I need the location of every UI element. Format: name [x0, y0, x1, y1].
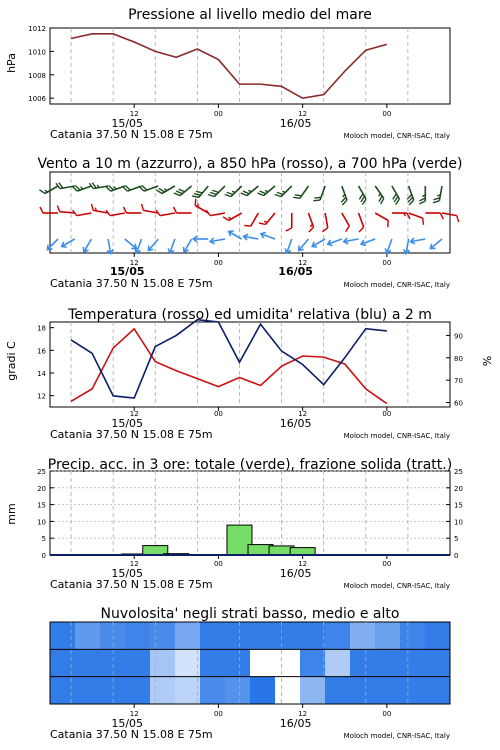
cloud-cell [400, 622, 425, 650]
humidity-line [71, 320, 387, 398]
barb-shaft [442, 213, 457, 216]
barb-shaft [60, 212, 75, 213]
wind-barb [192, 182, 208, 200]
barb-feather [244, 223, 251, 229]
wind-barb [72, 180, 91, 192]
cloud-cell [200, 622, 225, 650]
cloud-cell [375, 649, 400, 677]
barb-feather [419, 201, 425, 204]
pressure-ylabel: hPa [5, 53, 18, 73]
cloud-cell [250, 649, 275, 677]
cloud-cell [250, 677, 275, 705]
pressure-line [71, 34, 387, 98]
barb-shaft [342, 213, 350, 226]
y-tick-label: 16 [37, 347, 46, 356]
date-label: 16/05 [279, 117, 312, 130]
pressure-title: Pressione al livello medio del mare [128, 7, 372, 23]
y-tick-label: 25 [37, 468, 46, 476]
x-tick-label: 12 [129, 110, 139, 118]
wind-barb [343, 236, 359, 245]
barb-shaft [110, 213, 125, 216]
barb-feather [419, 198, 425, 201]
wind-barb [227, 229, 243, 242]
barb-shaft [409, 213, 423, 218]
y-tick-label: 80 [454, 354, 463, 363]
cloud-cell [425, 677, 450, 705]
wind-barb [81, 238, 94, 254]
barb-feather [456, 216, 460, 222]
date-label: 15/05 [111, 417, 144, 430]
precip-ylabel: mm [5, 503, 18, 525]
cloud-cell [125, 649, 150, 677]
wind-barb [293, 183, 308, 201]
cloud-cell [200, 649, 225, 677]
wind-barb [296, 237, 310, 252]
barb-feather [358, 227, 365, 232]
wind-barb [241, 181, 259, 197]
wind-barb [360, 236, 376, 247]
x-tick-label: 00 [382, 110, 392, 118]
cloud-cell [75, 649, 100, 677]
cloud-cell [275, 622, 300, 650]
x-tick-label: 00 [213, 410, 223, 418]
wind-barb [156, 181, 175, 195]
wind-barb [337, 213, 351, 232]
y-tick-label: 1012 [28, 25, 46, 33]
barb-shaft [149, 239, 159, 250]
wind-barb [193, 236, 208, 242]
barb-feather [433, 200, 439, 204]
wind-barb [353, 213, 365, 232]
wind-barb [410, 236, 426, 245]
barb-feather [313, 198, 320, 203]
cloud-cell [125, 677, 150, 705]
wind-barb [156, 207, 175, 216]
y-tick-label: 1006 [28, 95, 46, 104]
wind-barb [433, 185, 442, 204]
cloud-cell [150, 677, 175, 705]
precip-bar [290, 548, 315, 555]
cloud-cell [50, 622, 75, 650]
barb-shaft [47, 239, 58, 250]
barb-shaft [359, 213, 364, 227]
date-label: 16/05 [279, 717, 312, 730]
x-tick-label: 00 [213, 560, 223, 568]
date-label: 16/05 [279, 567, 312, 580]
wind-barb [106, 207, 125, 216]
wind-barb [370, 186, 385, 204]
x-tick-label: 12 [129, 710, 139, 718]
cloud-cell [150, 622, 175, 650]
y-tick-label: 10 [454, 518, 463, 527]
cloud-cell [100, 649, 125, 677]
wind-barb [284, 238, 295, 254]
wind-barb [372, 213, 391, 227]
barb-feather [344, 226, 351, 232]
barb-feather [123, 207, 126, 213]
cloud-cell [300, 622, 325, 650]
plot-frame [50, 172, 450, 253]
barb-feather [140, 204, 144, 210]
location-label: Catania 37.50 N 15.08 E 75m [50, 578, 213, 591]
cloud-cell [275, 649, 300, 677]
cloud-cell [225, 677, 250, 705]
cloud-cell [300, 649, 325, 677]
wind-barb [243, 233, 259, 242]
model-credit: Moloch model, CNR-ISAC, Italy [343, 132, 450, 140]
x-tick-label: 12 [298, 110, 308, 118]
wind-barb [303, 213, 315, 232]
cloud-cell [75, 622, 100, 650]
y-tick-label: 20 [454, 484, 463, 493]
wind-barb [336, 186, 348, 205]
wind-barb [210, 236, 226, 245]
barb-feather [223, 215, 229, 222]
wind-barb [146, 237, 160, 252]
rh-ylabel: % [481, 355, 494, 367]
wind-barb [105, 238, 114, 254]
wind-barb [123, 180, 142, 192]
wind-title: Vento a 10 m (azzurro), a 850 hPa (rosso), a 700 hPa (verde) [37, 156, 463, 172]
y-tick-label: 18 [37, 324, 46, 333]
cloud-title: Nuvolosita' negli strati basso, medio e alto [100, 606, 400, 622]
model-credit: Moloch model, CNR-ISAC, Italy [343, 432, 450, 440]
x-tick-label: 12 [298, 259, 308, 267]
wind-barb [206, 207, 225, 216]
plot-frame [50, 322, 450, 407]
barb-feather [39, 188, 45, 195]
wind-barb [57, 205, 75, 213]
date-label: 15/05 [111, 567, 144, 580]
barb-shaft [160, 213, 175, 216]
wind-barb [275, 182, 292, 199]
wind-barb [259, 209, 275, 227]
barb-feather [57, 205, 61, 211]
y-tick-label: 15 [37, 501, 46, 510]
y-tick-label: 12 [37, 392, 46, 401]
pressure-panel [5, 7, 450, 141]
cloud-cell [125, 622, 150, 650]
cloud-cell [375, 677, 400, 705]
barb-shaft [325, 213, 328, 228]
wind-barb [40, 207, 58, 213]
wind-barb [106, 180, 125, 192]
cloud-cell [400, 649, 425, 677]
x-tick-label: 12 [129, 560, 139, 568]
cloud-cell [350, 649, 375, 677]
wind-panel [37, 156, 462, 290]
y-tick-label: 20 [37, 484, 46, 493]
temp-rh-panel [5, 307, 494, 441]
date-label: 15/05 [111, 717, 144, 730]
cloud-cell [50, 649, 75, 677]
barb-feather [385, 221, 391, 228]
cloud-cell [350, 622, 375, 650]
cloud-cell [300, 677, 325, 705]
y-tick-label: 10 [37, 518, 46, 527]
wind-barb [73, 207, 92, 216]
wind-barb [387, 186, 401, 205]
cloud-cell [225, 622, 250, 650]
x-tick-label: 12 [298, 560, 308, 568]
wind-barb [193, 199, 212, 213]
cloud-cell [150, 649, 175, 677]
temp-rh-title: Temperatura (rosso) ed umidita' relativa (blu) a 2 m [68, 307, 432, 323]
wind-barb [60, 236, 76, 249]
cloud-cell [275, 677, 300, 705]
y-tick-label: 60 [454, 399, 463, 408]
y-tick-label: 1008 [28, 71, 46, 80]
barb-shaft [251, 213, 259, 226]
barb-shaft [375, 213, 388, 221]
wind-barb [286, 213, 292, 231]
barb-feather [421, 218, 426, 225]
barb-shaft [431, 239, 442, 249]
barb-feather [308, 227, 315, 232]
cloud-cell [175, 677, 200, 705]
wind-barb [403, 186, 415, 205]
x-tick-label: 00 [382, 259, 392, 267]
barb-feather [286, 228, 292, 231]
x-tick-label: 12 [129, 410, 139, 418]
date-label: 15/05 [111, 117, 144, 130]
cloud-cell [75, 677, 100, 705]
barb-feather [322, 228, 328, 232]
cloud-cell [100, 622, 125, 650]
wind-barb [223, 208, 242, 222]
model-credit: Moloch model, CNR-ISAC, Italy [343, 281, 450, 289]
x-tick-label: 12 [298, 410, 308, 418]
precip-panel [5, 457, 463, 591]
cloud-cell [425, 622, 450, 650]
wind-barb [167, 238, 178, 254]
cloud-cell [50, 677, 75, 705]
barb-feather [40, 207, 43, 213]
cloud-cell [175, 622, 200, 650]
x-tick-label: 00 [382, 560, 392, 568]
location-label: Catania 37.50 N 15.08 E 75m [50, 428, 213, 441]
y-tick-label: 0 [41, 552, 46, 560]
wind-barb [327, 236, 343, 247]
temp-ylabel: gradi C [5, 341, 18, 381]
y-tick-label: 14 [37, 370, 46, 378]
x-tick-label: 00 [213, 710, 223, 718]
wind-barb [257, 181, 275, 197]
y-tick-label: 5 [41, 535, 46, 544]
wind-barb [89, 180, 108, 189]
x-tick-label: 12 [129, 259, 139, 267]
location-label: Catania 37.50 N 15.08 E 75m [50, 277, 213, 290]
y-tick-label: 5 [454, 535, 459, 544]
y-tick-label: 90 [454, 332, 463, 341]
wind-barb [384, 238, 395, 254]
wind-barb [429, 237, 444, 251]
wind-barb [425, 213, 443, 219]
y-tick-label: 0 [454, 552, 459, 560]
date-label: 15/05 [109, 265, 145, 278]
barb-shaft [299, 239, 309, 250]
wind-barb [45, 237, 60, 252]
wind-barb [260, 231, 276, 242]
wind-barb [174, 181, 192, 197]
x-tick-label: 00 [213, 259, 223, 267]
date-label: 16/05 [279, 417, 312, 430]
plot-frame [50, 28, 450, 104]
wind-barb [39, 181, 58, 195]
cloud-panel [50, 606, 450, 741]
barb-shaft [77, 213, 92, 216]
cloud-cell [175, 649, 200, 677]
cloud-cell [375, 622, 400, 650]
x-tick-label: 00 [213, 110, 223, 118]
wind-barb [419, 186, 425, 204]
x-tick-label: 00 [382, 410, 392, 418]
location-label: Catania 37.50 N 15.08 E 75m [50, 728, 213, 741]
precip-title: Precip. acc. in 3 ore: totale (verde), frazione solida (tratt.) [47, 457, 453, 473]
model-credit: Moloch model, CNR-ISAC, Italy [343, 582, 450, 590]
barb-shaft [125, 239, 136, 249]
wind-barb [208, 182, 225, 199]
wind-barb [56, 180, 75, 189]
barb-feather [90, 204, 94, 210]
y-tick-label: 25 [454, 468, 463, 476]
cloud-cell [325, 677, 350, 705]
model-credit: Moloch model, CNR-ISAC, Italy [343, 732, 450, 740]
date-label: 16/05 [278, 265, 313, 278]
cloud-cell [350, 677, 375, 705]
location-label: Catania 37.50 N 15.08 E 75m [50, 128, 213, 141]
temperature-line [71, 329, 387, 404]
wind-barb [123, 237, 138, 251]
wind-barb [392, 213, 410, 219]
y-tick-label: 15 [454, 501, 463, 510]
cloud-cell [100, 677, 125, 705]
y-tick-label: 70 [454, 377, 463, 386]
wind-barb [244, 210, 258, 229]
cloud-cell [200, 677, 225, 705]
barb-feather [174, 207, 177, 213]
y-tick-label: 1010 [28, 48, 46, 57]
wind-barb [174, 207, 192, 213]
cloud-cell [325, 622, 350, 650]
wind-barb [181, 238, 194, 254]
cloud-cell [325, 649, 350, 677]
cloud-cell [400, 677, 425, 705]
wind-barb [123, 207, 141, 213]
barb-shaft [210, 213, 225, 216]
cloud-cell [425, 649, 450, 677]
x-tick-label: 00 [382, 710, 392, 718]
cloud-cell [250, 622, 275, 650]
cloud-cell [225, 649, 250, 677]
x-tick-label: 12 [298, 710, 308, 718]
wind-barb [311, 236, 327, 249]
